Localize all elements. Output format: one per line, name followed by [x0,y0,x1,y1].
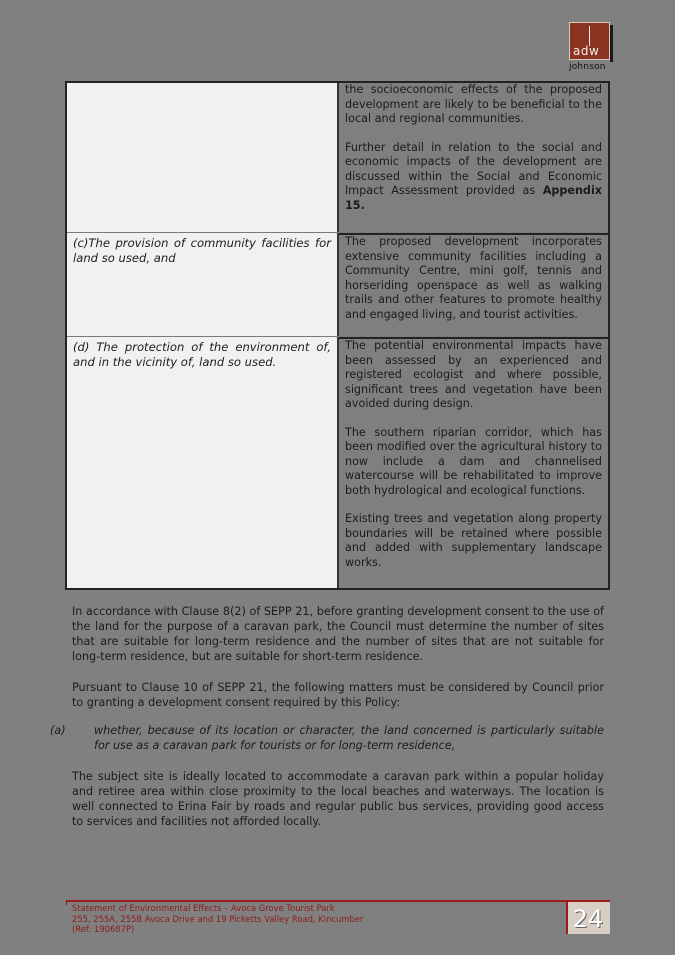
response-paragraph: Further detail in relation to the social and economic impacts of the development are discussed within the Social and Economic Impact Assessment provided as Appendix 15. [345,140,602,212]
list-text: whether, because of its location or character, the land concerned is particularly suitable for use as a caravan park for tourists or for long-term residence, [94,724,604,752]
logo-subtitle: johnson [569,62,606,72]
response-paragraph: The proposed development incorporates extensive community facilities including a Community Centre, mini golf, tennis and horseriding openspace as well as walking trails and other features to promote healthy and engaged living, and tourist activities. [345,235,602,321]
page-number: 24 [572,905,604,933]
footer-rule-tick [66,900,67,905]
response-paragraph: the socioeconomic effects of the proposed development are likely to be beneficial to the local and regional communities. [345,83,602,125]
table-cell-criterion: (c)The provision of community facilities for land so used, and [67,233,339,336]
footer-address: 255, 255A, 255B Avoca Drive and 19 Picketts Valley Road, Kincumber [72,913,364,924]
appendix-reference: Appendix 15. [345,184,602,212]
table-row [67,232,608,336]
table-cell-response [339,83,608,232]
footer-reference: (Ref: 190687P) [72,924,135,934]
logo-shadow [610,25,613,62]
matters-table [65,81,610,590]
footer-title: Statement of Environmental Effects – Avoca Grove Tourist Park [72,903,335,913]
company-logo [569,22,617,74]
logo-divider [589,26,590,46]
table-cell-criterion [67,83,339,232]
footer-document-info [72,903,363,935]
paragraph-clause-8: In accordance with Clause 8(2) of SEPP 21, before granting development consent to the use of the land for the purpose of a caravan park, the Council must determine the number of sites that are suitable for long-term residence and the number of sites that are not suitable for long-term residence, but are suitable for short-term residence. [72,605,604,663]
paragraph-site-location: The subject site is ideally located to accommodate a caravan park within a popular holiday and retiree area within close proximity to the local beaches and waterways. The location is well connected to Erina Fair by roads and regular public bus services, providing good access to services and facilities not afforded locally. [72,770,604,828]
page-number-box [566,900,610,934]
response-paragraph: The southern riparian corridor, which has been modified over the agricultural history to now include a dam and channelised watercourse will be rehabilitated to improve both hydrological and ecological functions. [345,425,602,497]
list-item-a [50,723,604,753]
paragraph-clause-10: Pursuant to Clause 10 of SEPP 21, the following matters must be considered by Council prior to granting a development consent required by this Policy: [72,681,604,709]
table-cell-criterion: (d) The protection of the environment of, and in the vicinity of, land so used. [67,337,339,588]
footer-rule [66,900,566,902]
list-label: (a) [50,724,66,737]
response-paragraph: The potential environmental impacts have been assessed by an experienced and registered ecologist and where possible, significant trees and vegetation have been avoided during design. [345,339,602,410]
response-paragraph: Existing trees and vegetation along property boundaries will be retained where possible and added with supplementary landscape works. [345,512,602,569]
table-row [67,83,608,232]
logo-text: adw [573,44,600,58]
table-cell-response [339,337,608,588]
table-cell-response [339,233,608,336]
table-row [67,336,608,588]
